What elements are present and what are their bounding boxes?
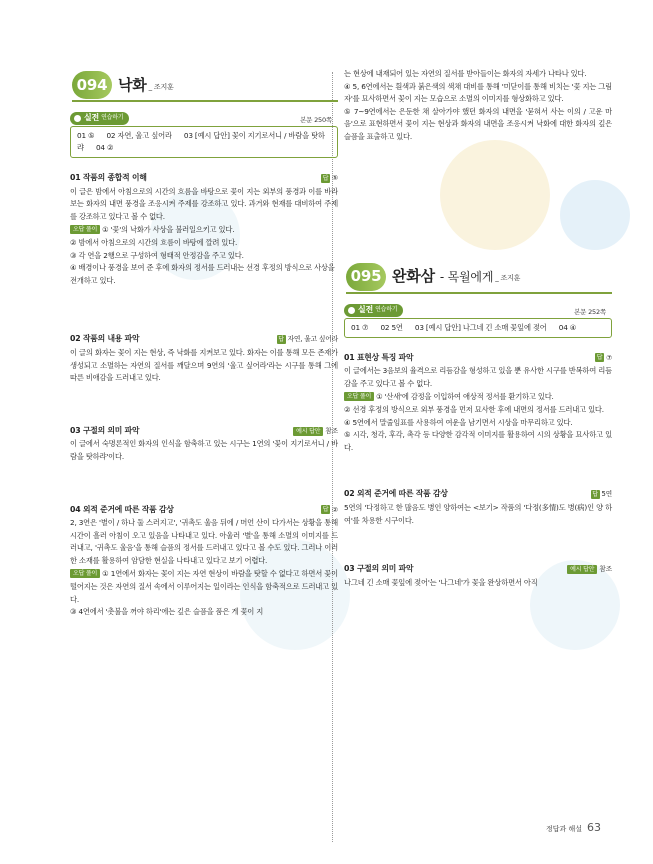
answer-item: 01 ⑦ — [351, 322, 369, 332]
q01-tip: 오답 풀이 ① '꽃'의 낙화가 사상을 불러일으키고 있다. — [70, 224, 338, 237]
answer-badge: 답 — [278, 336, 284, 344]
q01-head — [70, 172, 338, 185]
q04-tip: ③ 4연에서 '촛불을 꺼야 하리'에는 깊은 슬픔을 품은 게 꽃이 지 — [70, 607, 264, 617]
q01-head — [344, 352, 612, 365]
page-reference: 본문 250쪽 — [300, 116, 332, 124]
practice-sub: 연습하기 — [375, 305, 398, 313]
section-094-answer-box — [70, 126, 338, 158]
practice-tag — [344, 304, 403, 317]
section-095-answer-box — [344, 318, 612, 338]
practice-sub: 연습하기 — [101, 114, 124, 122]
section-094-title-bar — [72, 70, 338, 102]
tip-badge: 오답 풀이 — [344, 392, 374, 401]
q01-title: 01 표현상 특징 파악 — [344, 352, 414, 362]
q03-head — [344, 563, 612, 576]
q01-tip: ② 밤에서 아침으로의 시간의 흐름이 바탕에 깔려 있다. — [70, 237, 238, 247]
q01-answer: 답 ⑤ — [322, 174, 338, 182]
q01-tip: ④ 배경이나 풍경을 보여 준 후에 화자의 정서를 드러내는 선경 후정의 방식으로 사상을 전개하고 있다. — [70, 263, 335, 285]
section-095 — [344, 262, 612, 590]
q04-answer: 답 ② — [322, 505, 338, 514]
footer-label: 정답과 해설 — [545, 825, 582, 833]
q01-tip: 오답 풀이 ① '산새'에 감정을 이입하여 애상적 정서를 환기하고 있다. — [344, 391, 612, 404]
answer-badge: 답 — [592, 491, 598, 499]
continued-text: 는 현상에 내재되어 있는 자연의 질서를 받아들이는 화자의 자세가 나타나 있다. — [344, 69, 587, 78]
answer-badge: 예시 답안 — [567, 565, 597, 574]
q03-answer: 예시 답안 참조 — [567, 563, 612, 576]
section-094-author: _ 조지훈 — [148, 82, 174, 91]
q01-tip: ④ 5연에서 말줄임표를 사용하여 여운을 남기면서 시상을 마무리하고 있다. — [344, 417, 573, 427]
page-footer — [546, 821, 601, 834]
answer-item: 02 5연 — [380, 322, 403, 332]
section-095-number: 095 — [346, 263, 386, 291]
q04-head — [70, 504, 338, 517]
answer-item: 03 [예시 답안] 꽃이 지기로서니 / 바람을 탓하랴 — [77, 131, 325, 152]
q01-tip: ② 선경 후정의 방식으로 외부 풍경을 먼저 묘사한 후에 내면의 정서를 드러내고 있다. — [344, 404, 604, 414]
page-reference: 본문 252쪽 — [574, 307, 606, 316]
practice-dot-icon — [348, 307, 355, 314]
q02-head — [70, 333, 338, 346]
answer-item: 02 자연, 울고 싶어라 — [106, 131, 172, 140]
answer-badge: 답 — [596, 354, 603, 362]
answer-item: 04 ② — [95, 143, 114, 152]
answer-item: 03 [예시 답안] 나그네 긴 소매 꽃잎에 젖어 — [414, 322, 547, 332]
section-094-title: 낙화 — [118, 75, 147, 94]
q02-head — [344, 488, 612, 501]
answer-badge: 예시 답안 — [293, 427, 323, 436]
q02-title: 02 외적 준거에 따른 작품 감상 — [344, 489, 448, 499]
q04-body: 2, 3연은 '별이 / 하나 둘 스러지고', '귀촉도 울음 뒤에 / 머언 산이 다가서는 상황을 통해 시간이 흘러 아침이 오고 있음을 나타내고 있다. 아울러 '별'을 통해 소멸의 이미지를 드러내고, '귀촉도 울음'을 통해 슬픔의 정서를 드러내고 있다고 볼 수도 있다. 그러나 이러한 소재를 활용하여 암담한 현실을 나타내고 있다고 보기 어렵다. — [70, 518, 338, 565]
section-094-practice-head — [70, 112, 338, 126]
q01-tip: ③ 각 연을 2행으로 구성하여 형태적 안정감을 주고 있다. — [70, 250, 244, 260]
q01-body: 이 글은 밤에서 아침으로의 시간의 흐름을 바탕으로 꽃이 지는 외부의 풍경과 이를 바라보는 화자의 내면 풍경을 조응시켜 주제를 강조하고 있다. 과거와 현재를 대비하여 주제를 강조하고 있다고 볼 수 없다. — [70, 186, 338, 221]
section-095-practice-head — [344, 304, 612, 318]
q03-title: 03 구절의 의미 파악 — [70, 425, 140, 435]
q02-body: 5연의 '다정하고 한 많음도 병인 양하여는 <보기> 작품의 '다정(多情)도 병(病)인 양 하여'를 차용한 시구이다. — [344, 502, 612, 525]
continued-tip: ⑤ 7~9연에서는 은둔한 채 살아가야 했던 화자의 내면을 '묻혀서 사는 이의 / 고운 마음'으로 표현하면서 꽃이 지는 현상과 화자의 내면을 조응시켜 낙화에 대한 화자의 깊은 슬픔을 표출하고 있다. — [344, 106, 612, 141]
q02-answer: 답 5연 — [592, 490, 612, 499]
answer-item: 01 ⑤ — [77, 131, 95, 140]
q01-tip: ⑤ 시각, 청각, 후각, 촉각 등 다양한 감각적 이미지를 활용하여 시의 상황을 묘사하고 있다. — [344, 430, 612, 452]
q02-answer: 답 자연, 울고 싶어라 — [278, 335, 338, 344]
q04-tip: 오답 풀이 ① 1연에서 화자는 꽃이 지는 자연 현상이 바람을 탓할 수 없다고 하면서 꽃이 떨어지는 것은 자연의 질서 속에서 이루어지는 일이라는 인식을 함축적으로 드러내고 있다. — [70, 569, 338, 604]
q03-title: 03 구절의 의미 파악 — [344, 564, 414, 574]
page-number: 63 — [587, 821, 601, 834]
practice-label: 실전 — [84, 113, 100, 123]
section-094-number: 094 — [72, 71, 112, 99]
continued-tip: ④ 5, 6연에서는 흰색과 붉은색의 색채 대비를 통해 '미닫이를 통해 비치는 '꽃 지는 그림자'를 묘사하면서 꽃이 지는 모습으로 소멸의 이미지를 형상화하고 있다. — [344, 81, 612, 104]
answer-badge: 답 — [322, 174, 329, 182]
tip-badge: 오답 풀이 — [70, 569, 100, 578]
q01-body: 이 글에서는 3음보의 율격으로 리듬감을 형성하고 있을 뿐 유사한 시구를 반복하여 리듬감을 주고 있다고 볼 수 없다. — [344, 366, 612, 388]
section-095-title: 완화삼 - 목월에게 — [392, 266, 494, 285]
section-095-title-bar — [346, 262, 612, 294]
q04-title: 04 외적 준거에 따른 작품 감상 — [70, 504, 174, 514]
q03-head — [70, 425, 338, 438]
q03-body: 이 글에서 숙명론적인 화자의 인식을 함축하고 있는 시구는 1연의 '꽃이 지기로서니 / 바람을 탓하랴'이다. — [70, 439, 338, 461]
left-column — [70, 70, 338, 619]
section-095-title-suffix: - 목월에게 — [439, 269, 494, 284]
right-column — [344, 68, 612, 589]
practice-tag — [70, 112, 129, 125]
practice-label: 실전 — [358, 304, 374, 314]
q03-body: 나그네 긴 소매 꽃잎에 젖어'는 '나그네'가 꽃을 완상하면서 아직 — [344, 577, 538, 587]
q01-title: 01 작품의 종합적 이해 — [70, 173, 147, 182]
q03-answer: 예시 답안 참조 — [293, 425, 338, 438]
q01-answer: 답 ⑦ — [596, 353, 612, 362]
section-095-author: _ 조지훈 — [495, 274, 521, 283]
answer-badge: 답 — [322, 506, 329, 514]
q02-title: 02 작품의 내용 파악 — [70, 334, 140, 344]
q02-body: 이 글의 화자는 꽃이 지는 현상, 즉 낙화를 지켜보고 있다. 화자는 이를 통해 모든 존재가 생성되고 소멸하는 자연의 질서를 깨달으며 9연의 '울고 싶어라'라는 시구를 통해 그에 따른 비애감을 드러내고 있다. — [70, 347, 338, 383]
practice-dot-icon — [74, 115, 81, 122]
answer-item: 04 ④ — [558, 322, 577, 332]
tip-badge: 오답 풀이 — [70, 225, 100, 234]
